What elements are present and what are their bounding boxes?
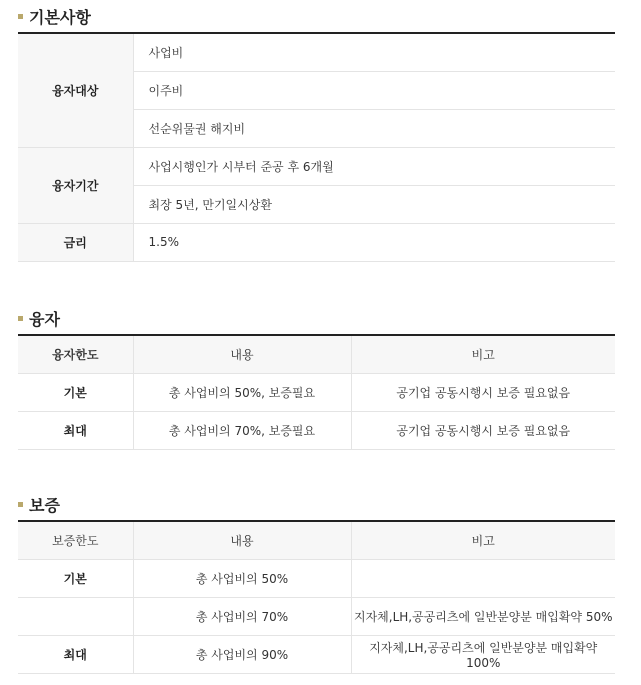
- table-header-row: [18, 521, 615, 560]
- table-row: [18, 374, 615, 412]
- column-header: 내용: [133, 521, 351, 560]
- column-header: 내용: [133, 335, 351, 374]
- note-cell: 지자체,LH,공공리츠에 일반분양분 매입확약 50%: [351, 598, 615, 636]
- content-cell: 총 사업비의 90%: [133, 636, 351, 674]
- rate-label: 금리: [18, 223, 133, 261]
- rate-value: 1.5%: [133, 223, 615, 261]
- table-row: [18, 560, 615, 598]
- limit-cell: 기본: [18, 560, 133, 598]
- content-cell: 총 사업비의 50%, 보증필요: [133, 374, 351, 412]
- table-header-row: [18, 335, 615, 374]
- bullet-icon: [18, 14, 23, 19]
- period-label: 융자기간: [18, 147, 133, 223]
- note-cell: 공기업 공동시행시 보증 필요없음: [351, 374, 615, 412]
- content-cell: 총 사업비의 50%: [133, 560, 351, 598]
- column-header: 융자한도: [18, 335, 133, 374]
- target-item: 선순위물권 해지비: [133, 109, 615, 147]
- basic-info-table: [18, 32, 615, 262]
- bullet-icon: [18, 316, 23, 321]
- limit-cell: [18, 598, 133, 636]
- column-header: 비고: [351, 521, 615, 560]
- table-row: [18, 33, 615, 71]
- limit-cell: 최대: [18, 636, 133, 674]
- section-title-text: 융자: [29, 309, 60, 329]
- column-header: 비고: [351, 335, 615, 374]
- table-row: [18, 412, 615, 450]
- guarantee-table: [18, 520, 615, 674]
- section-title-loan: [18, 305, 60, 331]
- period-item: 최장 5년, 만기일시상환: [133, 185, 615, 223]
- section-title-text: 보증: [29, 495, 60, 515]
- section-title-guarantee: [18, 491, 60, 517]
- table-row: [18, 147, 615, 185]
- note-cell: 공기업 공동시행시 보증 필요없음: [351, 412, 615, 450]
- bullet-icon: [18, 502, 23, 507]
- period-item: 사업시행인가 시부터 준공 후 6개월: [133, 147, 615, 185]
- table-row: [18, 636, 615, 674]
- limit-cell: 기본: [18, 374, 133, 412]
- note-cell: 지자체,LH,공공리츠에 일반분양분 매입확약 100%: [351, 636, 615, 674]
- table-row: [18, 223, 615, 261]
- content-cell: 총 사업비의 70%: [133, 598, 351, 636]
- content-cell: 총 사업비의 70%, 보증필요: [133, 412, 351, 450]
- section-title-basic: [18, 3, 91, 29]
- target-item: 이주비: [133, 71, 615, 109]
- column-header: 보증한도: [18, 521, 133, 560]
- section-title-text: 기본사항: [29, 7, 91, 27]
- table-row: [18, 598, 615, 636]
- loan-table: [18, 334, 615, 450]
- target-label: 융자대상: [18, 33, 133, 147]
- note-cell: [351, 560, 615, 598]
- target-item: 사업비: [133, 33, 615, 71]
- limit-cell: 최대: [18, 412, 133, 450]
